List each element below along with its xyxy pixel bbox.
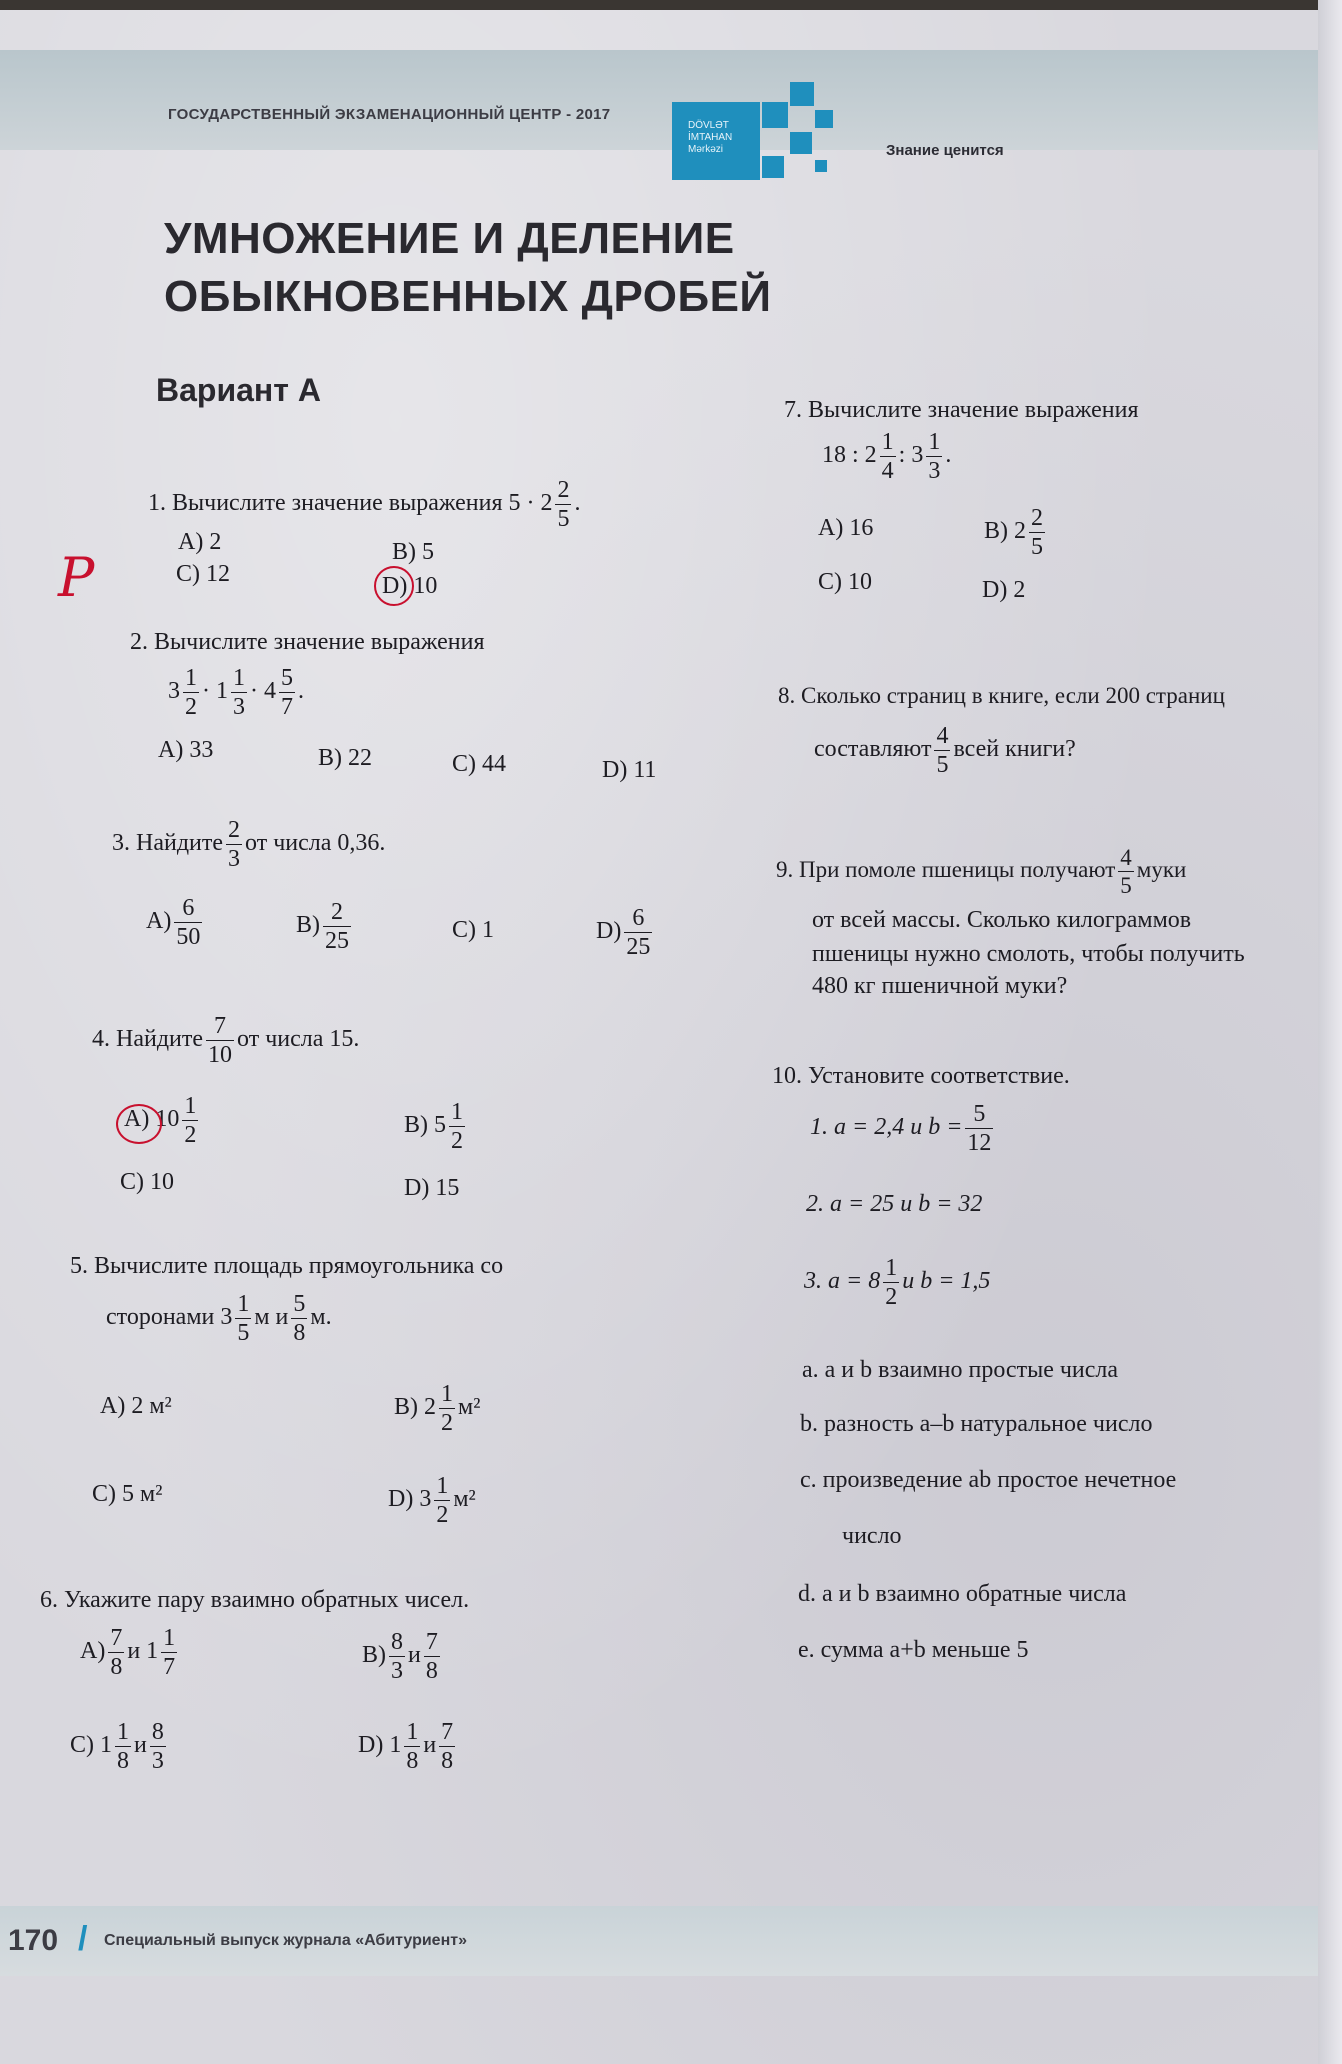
- denominator: 2: [436, 1502, 449, 1528]
- numerator: 2: [557, 477, 570, 503]
- question-text: м и: [254, 1304, 289, 1331]
- numerator: 6: [624, 906, 652, 933]
- expression: 3 $\frac{1}{2}$ · 1 $\frac{1}{3}$ · 4 $\frac{5}{7}$ .: [168, 665, 304, 720]
- answer-option: [596, 906, 655, 959]
- numerator: 1: [117, 1719, 129, 1745]
- numerator: 1: [233, 665, 245, 691]
- fraction: [434, 1474, 450, 1527]
- numerator: 1: [163, 1625, 176, 1651]
- denominator: 8: [406, 1748, 419, 1774]
- fraction: [934, 724, 950, 777]
- question-9-line: пшеницы нужно смолоть, чтобы получить: [812, 941, 1245, 967]
- selected-answer-circle: [374, 566, 414, 606]
- option-letter: D): [596, 918, 622, 945]
- answer-option: C) 10: [120, 1169, 174, 1195]
- answer-option: D) 2: [982, 577, 1026, 603]
- denominator: 2: [885, 1284, 898, 1310]
- option-letter: D) 3: [388, 1486, 432, 1513]
- numerator: 2: [323, 900, 351, 927]
- logo-line: DÖVLƏT: [688, 120, 729, 131]
- pair-text: 3. a = 8: [804, 1268, 881, 1295]
- answer-option: C) 12: [176, 561, 230, 587]
- denominator: 5: [557, 506, 570, 532]
- statement-a: a. a и b взаимно простые числа: [802, 1357, 1119, 1383]
- page-number: 170: [8, 1924, 59, 1957]
- denominator: 5: [237, 1320, 250, 1346]
- answer-option: D) 15: [404, 1175, 460, 1201]
- numerator: 4: [1120, 845, 1132, 870]
- answer-option: [984, 506, 1048, 559]
- numerator: 1: [451, 1099, 463, 1125]
- option-letter: B): [296, 912, 320, 939]
- numerator: 2: [228, 817, 241, 843]
- denominator: 7: [163, 1654, 176, 1680]
- question-9: [776, 846, 1186, 897]
- question-9-line: от всей массы. Сколько килограммов: [812, 907, 1192, 933]
- numerator: 1: [885, 1255, 898, 1281]
- denominator: 8: [117, 1748, 129, 1774]
- fraction: [880, 430, 896, 483]
- punctuation: .: [945, 442, 952, 469]
- option-letter: B) 5: [404, 1112, 446, 1139]
- whole-part: · 4: [250, 678, 276, 705]
- question-2: 2. Вычислите значение выражения: [130, 629, 485, 655]
- answer-option: B) 5: [392, 539, 434, 565]
- fraction: [115, 1720, 131, 1773]
- fraction: [174, 896, 202, 949]
- whole-part: и 1: [127, 1638, 159, 1665]
- answer-option: B) 22: [318, 745, 372, 771]
- fraction: [926, 430, 942, 483]
- numerator: 4: [936, 723, 949, 749]
- denominator: 25: [325, 928, 349, 954]
- fraction: [424, 1630, 440, 1683]
- denominator: 3: [391, 1658, 403, 1684]
- denominator: 8: [293, 1320, 306, 1346]
- answer-option: C) 5 м²: [92, 1481, 163, 1507]
- option-letter: D) 1: [358, 1732, 402, 1759]
- fraction: [150, 1720, 166, 1773]
- denominator: 2: [451, 1128, 463, 1154]
- fraction: [235, 1292, 251, 1345]
- denominator: 7: [281, 694, 293, 720]
- question-3: [112, 818, 385, 871]
- question-text: м.: [310, 1304, 332, 1331]
- numerator: 1: [928, 429, 941, 455]
- numerator: 7: [206, 1014, 234, 1041]
- denominator: 5: [936, 752, 949, 778]
- footer-slash: /: [78, 1920, 88, 1958]
- question-text: от числа 0,36.: [245, 830, 386, 857]
- fraction: [183, 666, 199, 719]
- denominator: 8: [425, 1658, 438, 1684]
- expression: [822, 430, 951, 483]
- logo-pixel: [815, 110, 833, 128]
- numerator: 7: [425, 1629, 438, 1655]
- header-org: ГОСУДАРСТВЕННЫЙ ЭКЗАМЕНАЦИОННЫЙ ЦЕНТР - 2017: [168, 106, 611, 123]
- question-text: 4. Найдите: [92, 1026, 204, 1053]
- answer-option: C) 10: [818, 569, 872, 595]
- denominator: 5: [1120, 873, 1132, 898]
- denominator: 2: [441, 1410, 453, 1436]
- fraction: [404, 1720, 420, 1773]
- fraction: [161, 1626, 177, 1679]
- page-title: [164, 210, 772, 326]
- answer-option: C) 1: [452, 917, 494, 943]
- fraction: [108, 1626, 124, 1679]
- numerator: 5: [281, 665, 293, 691]
- answer-option: [388, 1474, 476, 1527]
- question-text: 1. Вычислите значение выражения 5 · 2: [148, 490, 553, 517]
- answer-option: [80, 1626, 180, 1679]
- question-5: 5. Вычислите площадь прямоугольника со: [70, 1253, 504, 1279]
- fraction: [1029, 506, 1045, 559]
- whole-part: · 1: [202, 678, 228, 705]
- logo-pixel: [815, 160, 827, 172]
- logo-line: Mərkəzi: [688, 144, 724, 155]
- denominator: 4: [881, 458, 894, 484]
- denominator: 2: [185, 694, 197, 720]
- logo-pixel: [790, 132, 812, 154]
- fraction: [291, 1292, 307, 1345]
- numerator: 2: [1031, 505, 1043, 531]
- fraction: [389, 1630, 405, 1683]
- numerator: 1: [441, 1381, 453, 1407]
- denominator: 8: [441, 1748, 454, 1774]
- numerator: 5: [293, 1291, 306, 1317]
- fraction: [323, 900, 351, 953]
- question-text: сторонами 3: [106, 1304, 233, 1331]
- denominator: 8: [110, 1654, 123, 1680]
- pair-2: 2. a = 25 и b = 32: [806, 1191, 983, 1217]
- option-letter: A) 10: [124, 1106, 180, 1133]
- denominator: 3: [228, 846, 241, 872]
- answer-option: A) 2 м²: [100, 1393, 172, 1419]
- variant-heading: Вариант А: [156, 372, 321, 408]
- selected-answer-circle: [116, 1104, 162, 1144]
- question-8: 8. Сколько страниц в книге, если 200 страниц: [778, 683, 1225, 708]
- answer-option: [362, 1630, 443, 1683]
- statement-d: d. a и b взаимно обратные числа: [798, 1581, 1127, 1607]
- denominator: 50: [176, 924, 201, 950]
- denominator: 10: [208, 1042, 233, 1068]
- answer-option: [296, 900, 354, 953]
- question-text: составляют: [814, 736, 932, 763]
- denominator: 3: [928, 458, 941, 484]
- question-10: 10. Установите соответствие.: [772, 1063, 1070, 1089]
- exam-center-logo: [672, 102, 760, 180]
- answer-option: C) 44: [452, 751, 506, 777]
- denominator: 3: [233, 694, 245, 720]
- numerator: 7: [441, 1719, 454, 1745]
- numerator: 8: [151, 1719, 164, 1745]
- question-5-line: [106, 1292, 332, 1345]
- logo-pixel: [762, 156, 784, 178]
- answer-option: [394, 1382, 480, 1435]
- answer-option: A) 2: [178, 529, 222, 555]
- statement-c: c. произведение ab простое нечетное: [800, 1467, 1177, 1493]
- numerator: 7: [110, 1625, 123, 1651]
- numerator: 1: [406, 1719, 419, 1745]
- question-text: всей книги?: [953, 736, 1076, 763]
- fraction: [231, 666, 247, 719]
- whole-part: и: [134, 1732, 147, 1759]
- pair-1: [810, 1102, 996, 1155]
- unit: м²: [458, 1394, 481, 1421]
- header-motto: Знание ценится: [886, 142, 1004, 159]
- handwritten-mark-p: P: [58, 546, 95, 609]
- answer-option: [358, 1720, 458, 1773]
- footer-text: Специальный выпуск журнала «Абитуриент»: [104, 1932, 467, 1949]
- logo-pixel: [762, 102, 788, 128]
- answer-option: [146, 896, 205, 949]
- denominator: 2: [184, 1122, 197, 1148]
- pair-text: 1. a = 2,4 и b =: [810, 1114, 963, 1141]
- answer-option: A) 33: [158, 737, 214, 763]
- fraction: [624, 906, 652, 959]
- answer-option: [404, 1100, 468, 1153]
- whole-part: и: [423, 1732, 437, 1759]
- answer-option: A) 16: [818, 515, 874, 541]
- option-letter: C) 1: [70, 1732, 112, 1759]
- fraction: [449, 1100, 465, 1153]
- denominator: 5: [1031, 534, 1043, 560]
- question-1: 1. Вычислите значение выражения 5 · 2 $\frac{2}{5}$ .: [148, 477, 581, 532]
- fraction: [555, 478, 571, 531]
- header-band: [0, 50, 1318, 150]
- unit: м²: [453, 1486, 476, 1513]
- option-letter: B): [362, 1642, 386, 1669]
- title-line: ОБЫКНОВЕННЫХ ДРОБЕЙ: [164, 272, 772, 321]
- fraction: [182, 1094, 198, 1147]
- pair-text: и b = 1,5: [902, 1268, 991, 1295]
- answer-option: D) 11: [602, 757, 657, 783]
- page-sheet: [0, 10, 1318, 2064]
- title-line: УМНОЖЕНИЕ И ДЕЛЕНИЕ: [164, 214, 735, 263]
- fraction: [883, 1256, 899, 1309]
- question-8-line: [814, 724, 1076, 777]
- denominator: 25: [626, 934, 651, 960]
- fraction: [439, 1720, 455, 1773]
- question-text: от числа 15.: [237, 1026, 360, 1053]
- denominator: 3: [151, 1748, 164, 1774]
- numerator: 1: [436, 1473, 449, 1499]
- answer-option: D) 10: [382, 573, 438, 599]
- numerator: 1: [237, 1291, 250, 1317]
- denominator: 12: [967, 1130, 992, 1156]
- fraction: [226, 818, 242, 871]
- numerator: 8: [391, 1629, 403, 1655]
- option-letter: A): [80, 1638, 106, 1665]
- whole-part: 18 : 2: [822, 442, 877, 469]
- whole-part: : 3: [898, 442, 924, 469]
- fraction: [206, 1014, 234, 1067]
- option-letter: B) 2: [984, 518, 1026, 545]
- fraction: [279, 666, 295, 719]
- option-letter: B) 2: [394, 1394, 436, 1421]
- question-7: 7. Вычислите значение выражения: [784, 397, 1139, 423]
- numerator: 1: [184, 1093, 197, 1119]
- fraction: [1118, 846, 1134, 897]
- next-page-edge: [1318, 0, 1342, 2064]
- statement-e: e. сумма a+b меньше 5: [798, 1637, 1029, 1663]
- whole-part: 3: [168, 678, 180, 705]
- question-6: 6. Укажите пару взаимно обратных чисел.: [40, 1587, 470, 1613]
- whole-part: и: [408, 1642, 421, 1669]
- pair-3: [804, 1256, 990, 1309]
- question-9-line: 480 кг пшеничной муки?: [812, 973, 1068, 999]
- statement-b: b. разность a–b натуральное число: [800, 1411, 1153, 1437]
- question-4: [92, 1014, 359, 1067]
- logo-line: İMTAHAN: [688, 132, 733, 143]
- option-letter: A): [146, 908, 172, 935]
- statement-c-cont: число: [842, 1523, 902, 1549]
- numerator: 1: [881, 429, 894, 455]
- answer-option: [70, 1720, 169, 1773]
- fraction: [965, 1102, 993, 1155]
- numerator: 5: [965, 1102, 993, 1129]
- question-text: муки: [1136, 856, 1187, 882]
- question-text: 3. Найдите: [112, 830, 224, 857]
- numerator: 6: [174, 896, 202, 923]
- logo-pixel: [790, 82, 814, 106]
- question-text: 9. При помоле пшеницы получают: [776, 856, 1116, 882]
- numerator: 1: [185, 665, 197, 691]
- fraction: [439, 1382, 455, 1435]
